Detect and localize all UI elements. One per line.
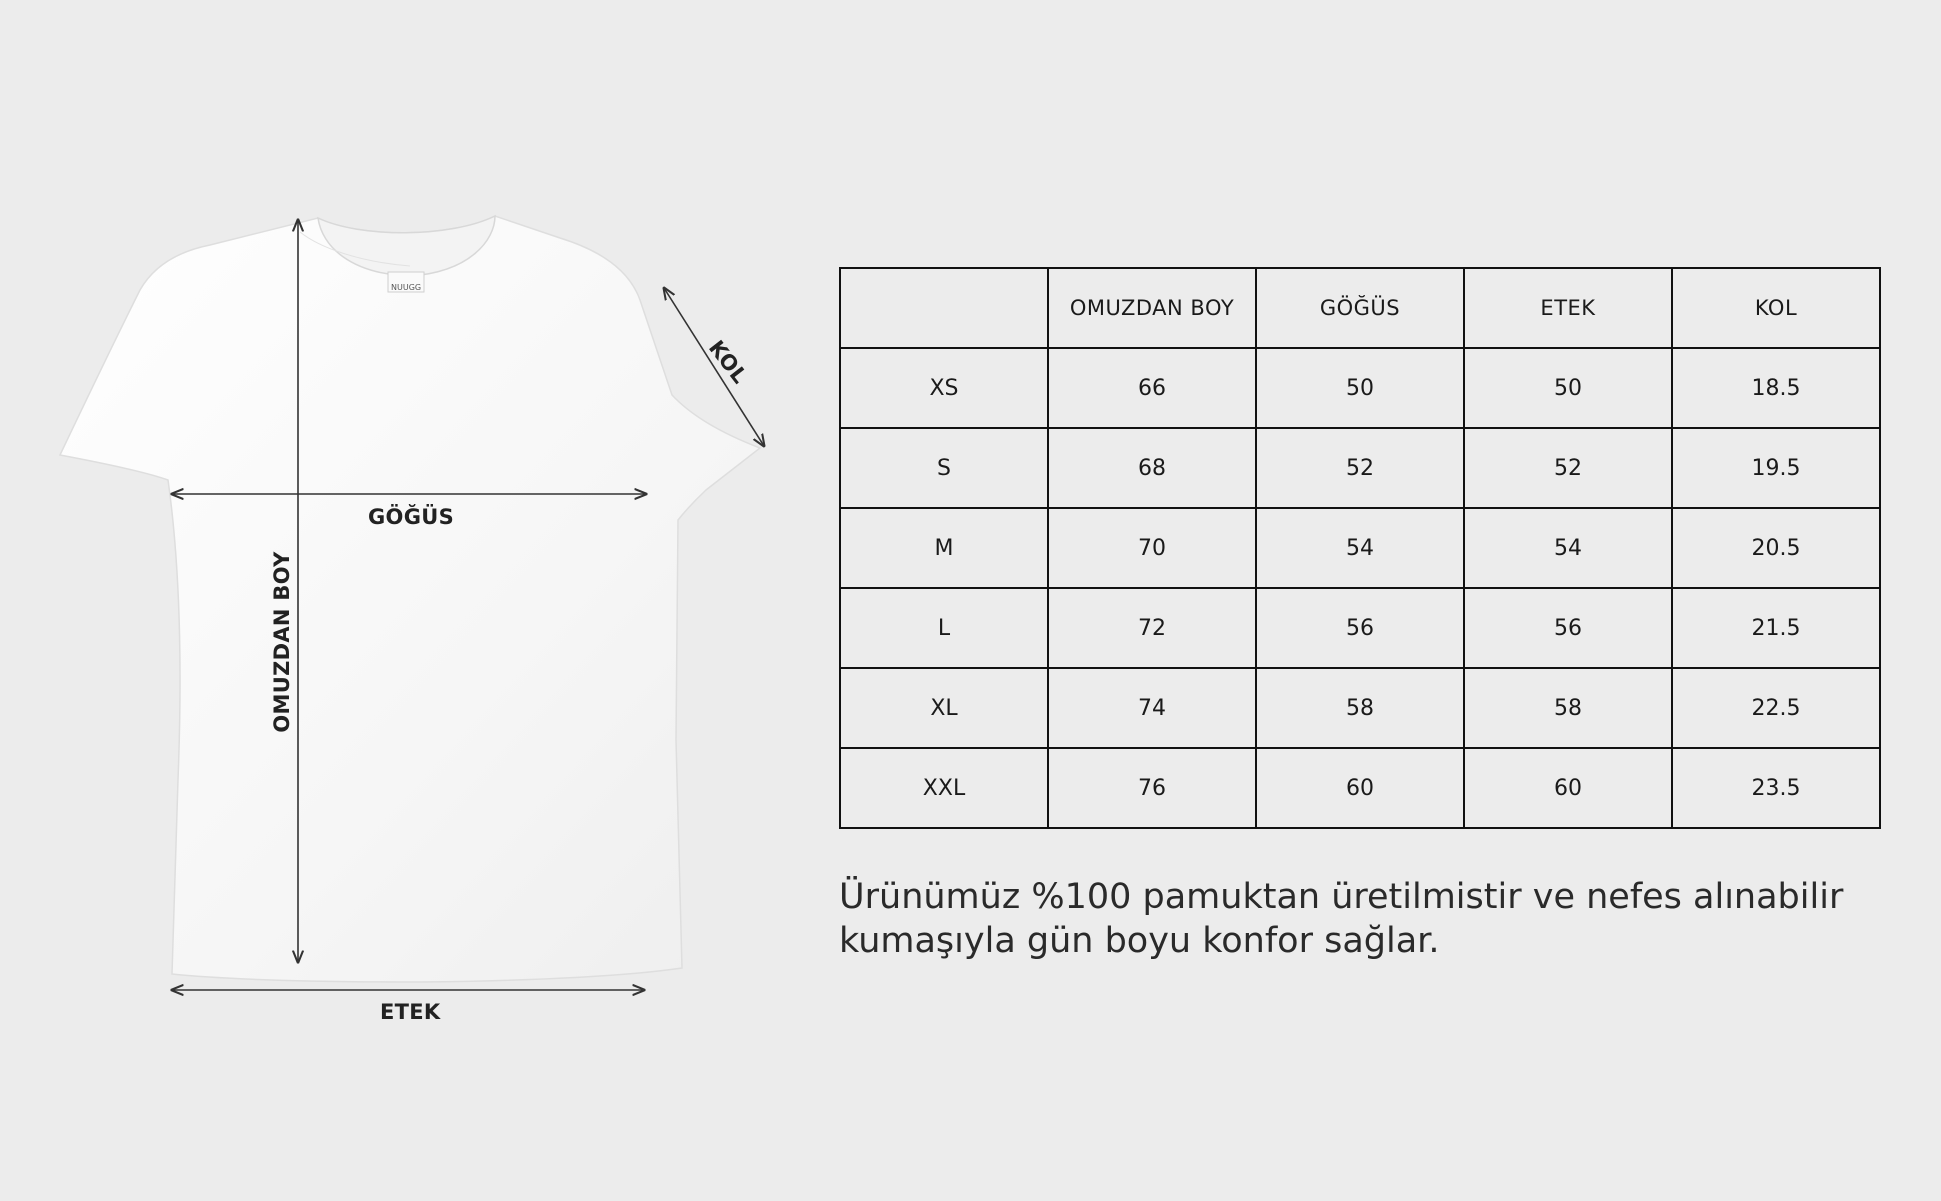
table-cell: 70 — [1048, 508, 1256, 588]
size-cell: M — [840, 508, 1048, 588]
header-cell-blank — [840, 268, 1048, 348]
table-cell: 72 — [1048, 588, 1256, 668]
table-row — [840, 508, 1880, 588]
header-cell-omuzdan-boy: OMUZDAN BOY — [1048, 268, 1256, 348]
table-cell: 60 — [1464, 748, 1672, 828]
table-cell: 74 — [1048, 668, 1256, 748]
table-cell: 68 — [1048, 428, 1256, 508]
table-cell: 58 — [1256, 668, 1464, 748]
table-cell: 54 — [1464, 508, 1672, 588]
header-cell-kol: KOL — [1672, 268, 1880, 348]
table-cell: 58 — [1464, 668, 1672, 748]
header-cell-etek: ETEK — [1464, 268, 1672, 348]
product-note-line-1: Ürünümüz %100 pamuktan üretilmistir ve nefes alınabilir — [839, 877, 1844, 917]
garment-tag-text: NUUGG — [391, 283, 422, 292]
length-measure-label: OMUZDAN BOY — [270, 551, 294, 733]
hem-measure-label: ETEK — [380, 1000, 441, 1024]
table-row — [840, 428, 1880, 508]
table-cell: 21.5 — [1672, 588, 1880, 668]
table-cell: 18.5 — [1672, 348, 1880, 428]
product-note — [839, 875, 1889, 963]
size-cell: XXL — [840, 748, 1048, 828]
table-row — [840, 348, 1880, 428]
header-cell-gogus: GÖĞÜS — [1256, 268, 1464, 348]
table-cell: 66 — [1048, 348, 1256, 428]
table-cell: 76 — [1048, 748, 1256, 828]
table-cell: 23.5 — [1672, 748, 1880, 828]
sleeve-measure-label: KOL — [703, 335, 753, 389]
table-row — [840, 748, 1880, 828]
table-cell: 20.5 — [1672, 508, 1880, 588]
size-cell: XS — [840, 348, 1048, 428]
size-cell: S — [840, 428, 1048, 508]
table-cell: 54 — [1256, 508, 1464, 588]
table-cell: 60 — [1256, 748, 1464, 828]
table-row — [840, 668, 1880, 748]
tshirt-figure — [0, 0, 820, 1201]
table-cell: 50 — [1256, 348, 1464, 428]
table-row — [840, 588, 1880, 668]
table-cell: 52 — [1464, 428, 1672, 508]
table-cell: 22.5 — [1672, 668, 1880, 748]
product-note-line-2: kumaşıyla gün boyu konfor sağlar. — [839, 921, 1440, 961]
size-chart-table — [839, 267, 1881, 829]
tshirt-shape — [60, 216, 760, 982]
size-cell: L — [840, 588, 1048, 668]
table-cell: 56 — [1256, 588, 1464, 668]
size-chart-header-row — [840, 268, 1880, 348]
table-cell: 50 — [1464, 348, 1672, 428]
table-cell: 56 — [1464, 588, 1672, 668]
size-cell: XL — [840, 668, 1048, 748]
table-cell: 19.5 — [1672, 428, 1880, 508]
chest-measure-label: GÖĞÜS — [368, 505, 455, 529]
table-cell: 52 — [1256, 428, 1464, 508]
